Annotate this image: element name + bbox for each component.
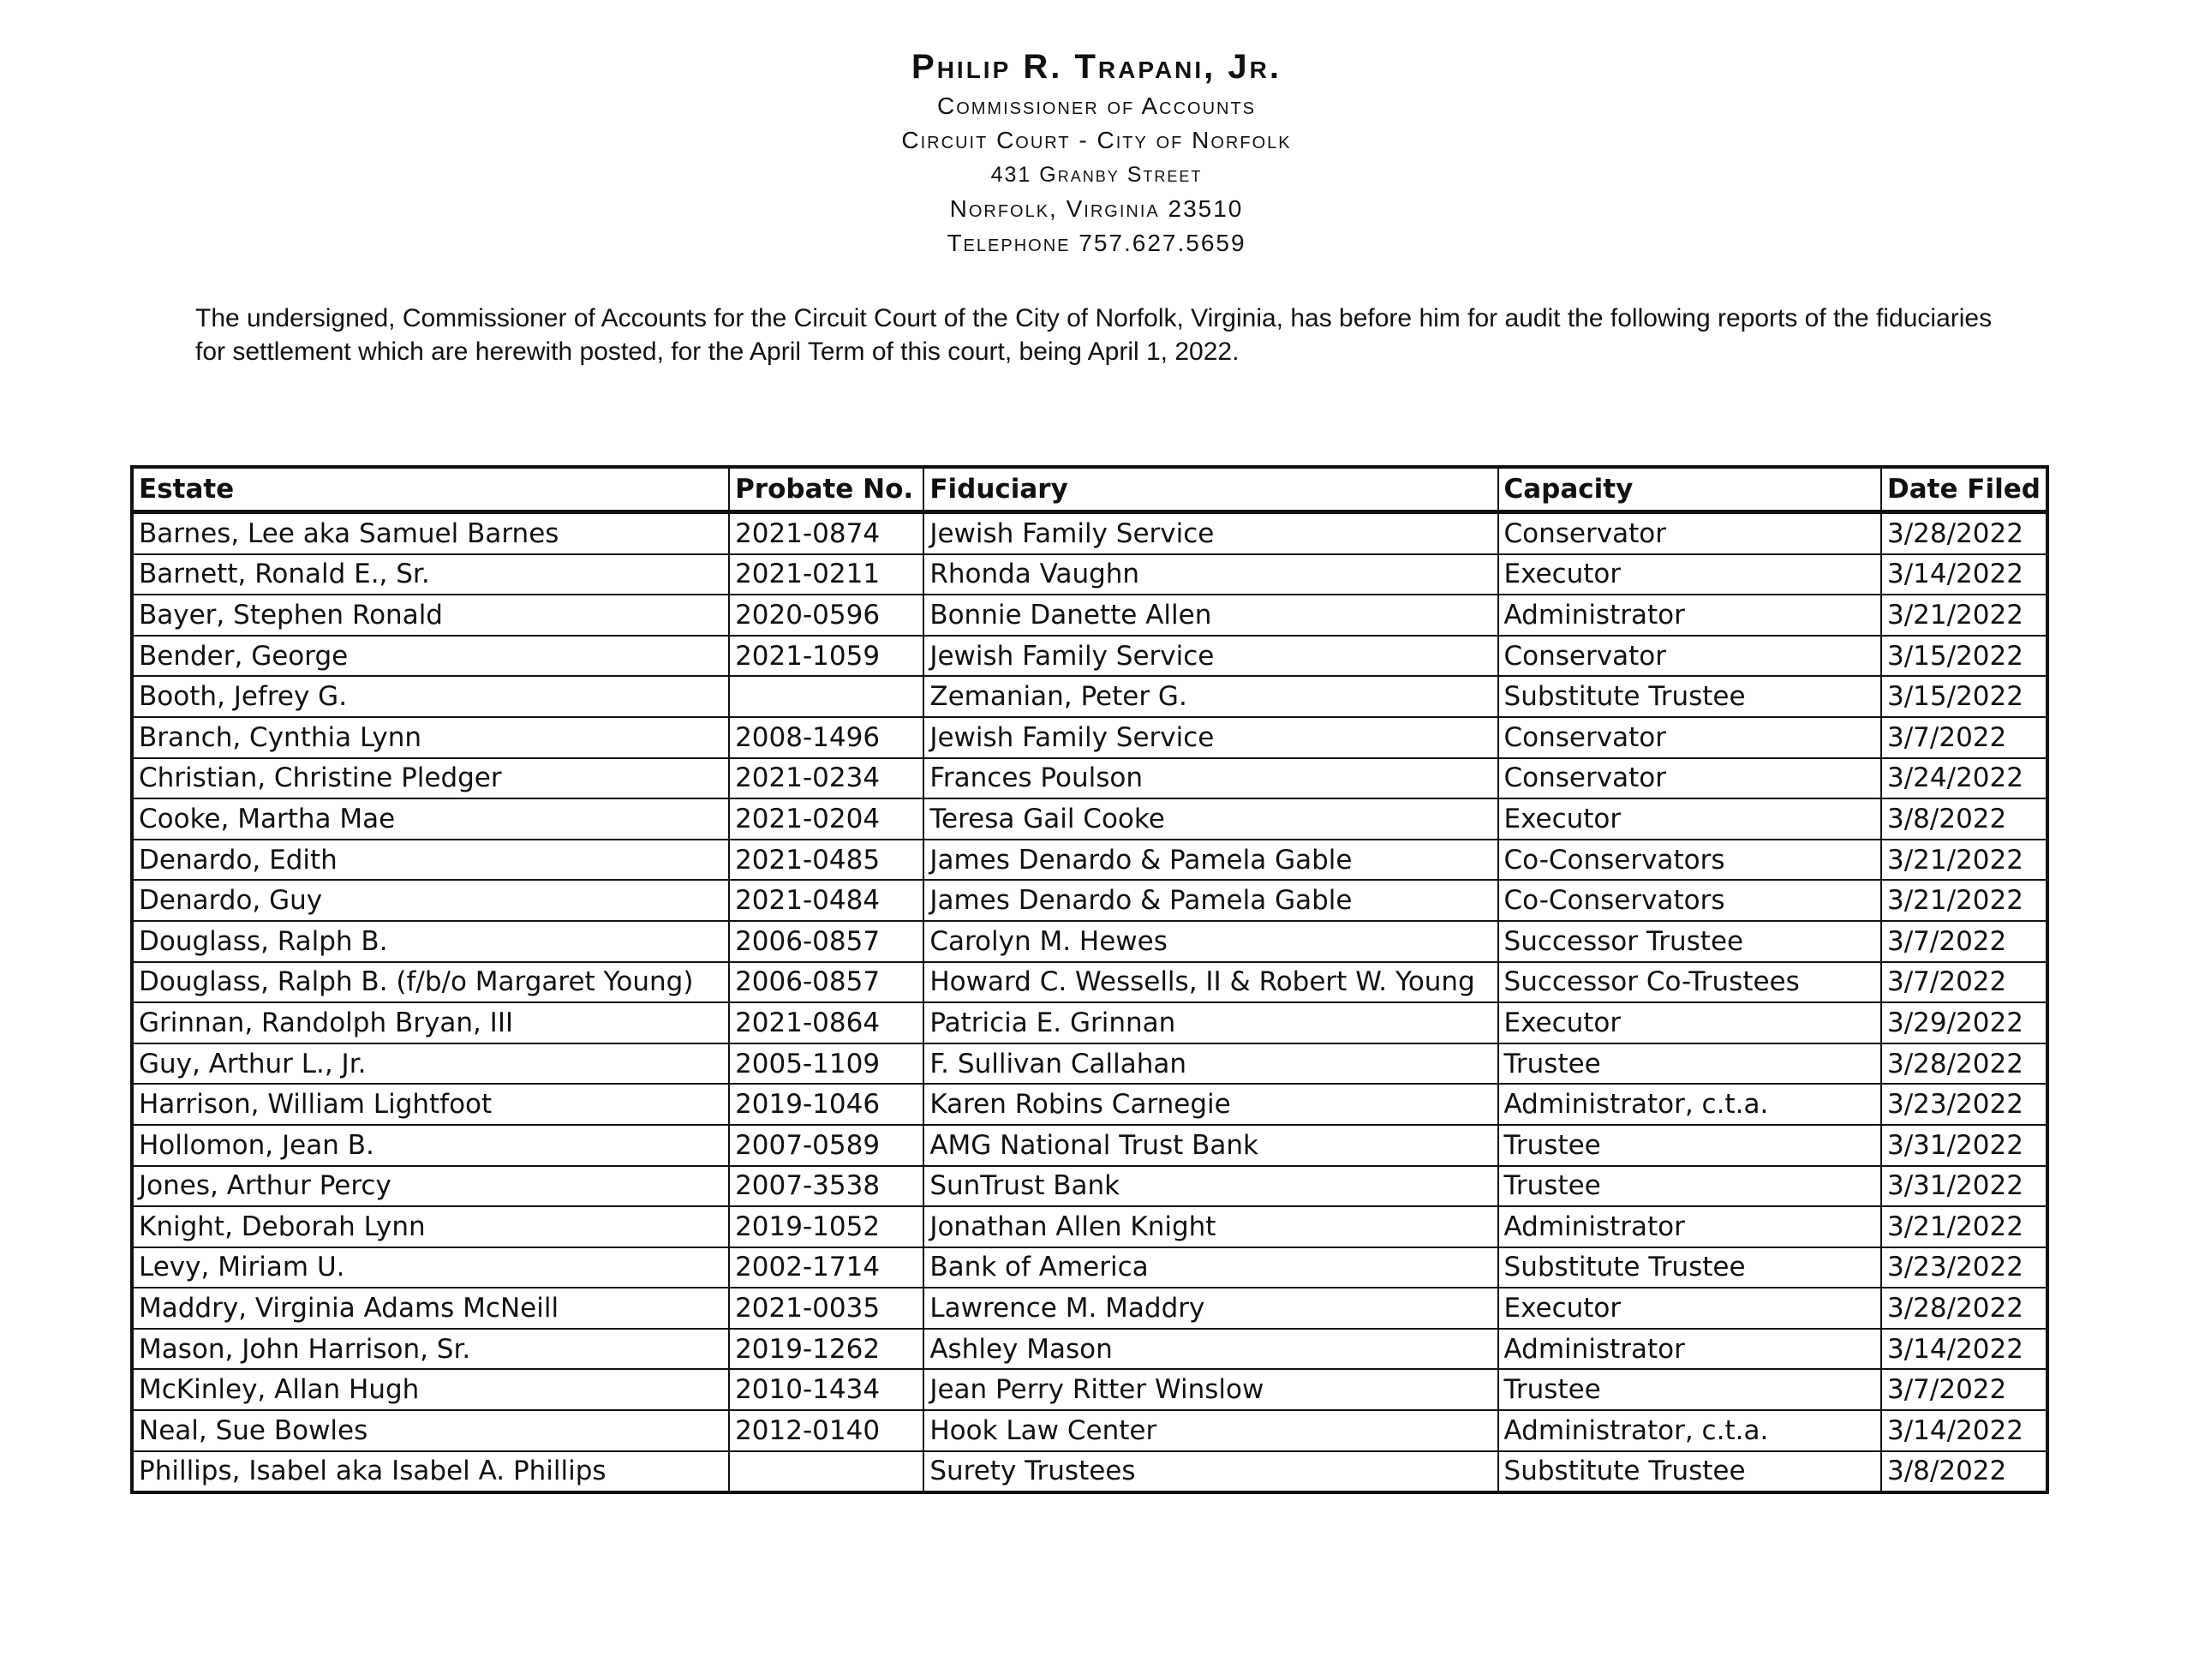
fiduciary-cell: Teresa Gail Cooke	[923, 798, 1497, 840]
probate-no-cell: 2021-0211	[729, 554, 923, 595]
probate-no-cell	[729, 1451, 923, 1493]
estate-cell: Denardo, Edith	[132, 840, 729, 881]
fiduciary-cell: Jonathan Allen Knight	[923, 1206, 1497, 1247]
commissioner-name: Philip R. Trapani, Jr.	[911, 48, 1282, 86]
table-row	[132, 554, 2047, 595]
date-filed-cell: 3/21/2022	[1881, 595, 2047, 636]
letterhead	[0, 45, 2193, 260]
estate-cell: Booth, Jefrey G.	[132, 676, 729, 717]
table-row	[132, 595, 2047, 636]
table-row	[132, 1369, 2047, 1410]
estate-cell: Knight, Deborah Lynn	[132, 1206, 729, 1247]
probate-no-cell: 2021-0485	[729, 840, 923, 881]
table-row	[132, 758, 2047, 799]
table-row	[132, 1410, 2047, 1451]
capacity-cell: Administrator, c.t.a.	[1498, 1084, 1882, 1125]
date-filed-cell: 3/8/2022	[1881, 798, 2047, 840]
table-row	[132, 1002, 2047, 1043]
estate-cell: Jones, Arthur Percy	[132, 1166, 729, 1207]
date-filed-cell: 3/8/2022	[1881, 1451, 2047, 1493]
fiduciary-cell: F. Sullivan Callahan	[923, 1043, 1497, 1085]
header-probate-no: Probate No.	[729, 467, 923, 512]
estate-cell: Guy, Arthur L., Jr.	[132, 1043, 729, 1085]
estate-cell: McKinley, Allan Hugh	[132, 1369, 729, 1410]
table-header-row	[132, 467, 2047, 512]
estate-cell: Douglass, Ralph B.	[132, 921, 729, 962]
capacity-cell: Conservator	[1498, 717, 1882, 758]
capacity-cell: Co-Conservators	[1498, 880, 1882, 921]
table-row	[132, 1043, 2047, 1085]
estate-cell: Bender, George	[132, 636, 729, 677]
date-filed-cell: 3/7/2022	[1881, 921, 2047, 962]
estate-cell: Douglass, Ralph B. (f/b/o Margaret Young)	[132, 962, 729, 1003]
probate-no-cell: 2021-0864	[729, 1002, 923, 1043]
probate-no-cell: 2021-0234	[729, 758, 923, 799]
table-row	[132, 962, 2047, 1003]
estate-cell: Maddry, Virginia Adams McNeill	[132, 1288, 729, 1329]
fiduciary-cell: Karen Robins Carnegie	[923, 1084, 1497, 1125]
fiduciary-cell: Ashley Mason	[923, 1329, 1497, 1370]
date-filed-cell: 3/14/2022	[1881, 1410, 2047, 1451]
estate-cell: Denardo, Guy	[132, 880, 729, 921]
table-body	[132, 512, 2047, 1493]
capacity-cell: Trustee	[1498, 1043, 1882, 1085]
probate-no-cell: 2019-1052	[729, 1206, 923, 1247]
date-filed-cell: 3/14/2022	[1881, 554, 2047, 595]
capacity-cell: Administrator	[1498, 595, 1882, 636]
table-row	[132, 1125, 2047, 1166]
fiduciary-cell: Lawrence M. Maddry	[923, 1288, 1497, 1329]
capacity-cell: Administrator	[1498, 1206, 1882, 1247]
capacity-cell: Trustee	[1498, 1166, 1882, 1207]
probate-no-cell: 2021-0874	[729, 512, 923, 554]
probate-no-cell: 2008-1496	[729, 717, 923, 758]
probate-no-cell: 2021-0484	[729, 880, 923, 921]
date-filed-cell: 3/29/2022	[1881, 1002, 2047, 1043]
table-row	[132, 512, 2047, 554]
table-row	[132, 840, 2047, 881]
probate-no-cell: 2020-0596	[729, 595, 923, 636]
probate-no-cell: 2007-0589	[729, 1125, 923, 1166]
table-row	[132, 1247, 2047, 1288]
probate-no-cell: 2010-1434	[729, 1369, 923, 1410]
date-filed-cell: 3/15/2022	[1881, 636, 2047, 677]
capacity-cell: Trustee	[1498, 1125, 1882, 1166]
date-filed-cell: 3/23/2022	[1881, 1247, 2047, 1288]
commissioner-title: Commissioner of Accounts	[936, 93, 1257, 119]
fiduciary-cell: Bank of America	[923, 1247, 1497, 1288]
probate-no-cell: 2021-0035	[729, 1288, 923, 1329]
fiduciary-cell: Frances Poulson	[923, 758, 1497, 799]
capacity-cell: Substitute Trustee	[1498, 1451, 1882, 1493]
fiduciary-cell: Howard C. Wessells, II & Robert W. Young	[923, 962, 1497, 1003]
date-filed-cell: 3/28/2022	[1881, 1288, 2047, 1329]
fiduciary-cell: Jewish Family Service	[923, 512, 1497, 554]
estate-cell: Mason, John Harrison, Sr.	[132, 1329, 729, 1370]
fiduciary-cell: Hook Law Center	[923, 1410, 1497, 1451]
table-row	[132, 676, 2047, 717]
estate-cell: Bayer, Stephen Ronald	[132, 595, 729, 636]
fiduciary-cell: Carolyn M. Hewes	[923, 921, 1497, 962]
capacity-cell: Co-Conservators	[1498, 840, 1882, 881]
capacity-cell: Successor Co-Trustees	[1498, 962, 1882, 1003]
table-row	[132, 1329, 2047, 1370]
capacity-cell: Administrator, c.t.a.	[1498, 1410, 1882, 1451]
table-row	[132, 880, 2047, 921]
street-address: 431 Granby Street	[990, 163, 1203, 187]
capacity-cell: Substitute Trustee	[1498, 1247, 1882, 1288]
capacity-cell: Executor	[1498, 554, 1882, 595]
capacity-cell: Successor Trustee	[1498, 921, 1882, 962]
probate-no-cell: 2019-1046	[729, 1084, 923, 1125]
fiduciary-cell: SunTrust Bank	[923, 1166, 1497, 1207]
probate-no-cell	[729, 676, 923, 717]
capacity-cell: Executor	[1498, 1002, 1882, 1043]
fiduciary-cell: Jewish Family Service	[923, 636, 1497, 677]
probate-no-cell: 2021-0204	[729, 798, 923, 840]
table-row	[132, 1288, 2047, 1329]
date-filed-cell: 3/28/2022	[1881, 1043, 2047, 1085]
date-filed-cell: 3/7/2022	[1881, 717, 2047, 758]
table-row	[132, 1084, 2047, 1125]
date-filed-cell: 3/21/2022	[1881, 840, 2047, 881]
date-filed-cell: 3/7/2022	[1881, 1369, 2047, 1410]
capacity-cell: Conservator	[1498, 758, 1882, 799]
date-filed-cell: 3/28/2022	[1881, 512, 2047, 554]
probate-no-cell: 2002-1714	[729, 1247, 923, 1288]
date-filed-cell: 3/21/2022	[1881, 880, 2047, 921]
estate-cell: Phillips, Isabel aka Isabel A. Phillips	[132, 1451, 729, 1493]
estate-cell: Hollomon, Jean B.	[132, 1125, 729, 1166]
fiduciary-table	[130, 465, 2049, 1494]
fiduciary-cell: Bonnie Danette Allen	[923, 595, 1497, 636]
estate-cell: Grinnan, Randolph Bryan, III	[132, 1002, 729, 1043]
table-row	[132, 717, 2047, 758]
fiduciary-cell: AMG National Trust Bank	[923, 1125, 1497, 1166]
date-filed-cell: 3/7/2022	[1881, 962, 2047, 1003]
probate-no-cell: 2012-0140	[729, 1410, 923, 1451]
intro-paragraph: The undersigned, Commissioner of Accounts for the Circuit Court of the City of Norfolk, Virginia, has before him for audit the following reports of the fiduciaries for settlement which are herewith posted, for the April Term of this court, being April 1, 2022.	[195, 304, 1993, 366]
estate-cell: Branch, Cynthia Lynn	[132, 717, 729, 758]
estate-cell: Christian, Christine Pledger	[132, 758, 729, 799]
court-name: Circuit Court - City of Norfolk	[901, 127, 1292, 153]
header-estate: Estate	[132, 467, 729, 512]
telephone: Telephone 757.627.5659	[947, 230, 1246, 256]
table-row	[132, 921, 2047, 962]
date-filed-cell: 3/23/2022	[1881, 1084, 2047, 1125]
capacity-cell: Conservator	[1498, 636, 1882, 677]
capacity-cell: Substitute Trustee	[1498, 676, 1882, 717]
fiduciary-cell: Patricia E. Grinnan	[923, 1002, 1497, 1043]
fiduciary-cell: Rhonda Vaughn	[923, 554, 1497, 595]
estate-cell: Harrison, William Lightfoot	[132, 1084, 729, 1125]
estate-cell: Cooke, Martha Mae	[132, 798, 729, 840]
date-filed-cell: 3/15/2022	[1881, 676, 2047, 717]
table-row	[132, 798, 2047, 840]
fiduciary-cell: Zemanian, Peter G.	[923, 676, 1497, 717]
date-filed-cell: 3/31/2022	[1881, 1166, 2047, 1207]
probate-no-cell: 2007-3538	[729, 1166, 923, 1207]
capacity-cell: Executor	[1498, 798, 1882, 840]
city-state-zip: Norfolk, Virginia 23510	[949, 195, 1244, 222]
probate-no-cell: 2005-1109	[729, 1043, 923, 1085]
estate-cell: Levy, Miriam U.	[132, 1247, 729, 1288]
fiduciary-cell: Jean Perry Ritter Winslow	[923, 1369, 1497, 1410]
capacity-cell: Executor	[1498, 1288, 1882, 1329]
header-capacity: Capacity	[1498, 467, 1882, 512]
capacity-cell: Conservator	[1498, 512, 1882, 554]
date-filed-cell: 3/24/2022	[1881, 758, 2047, 799]
fiduciary-cell: James Denardo & Pamela Gable	[923, 880, 1497, 921]
estate-cell: Barnett, Ronald E., Sr.	[132, 554, 729, 595]
capacity-cell: Administrator	[1498, 1329, 1882, 1370]
probate-no-cell: 2019-1262	[729, 1329, 923, 1370]
date-filed-cell: 3/31/2022	[1881, 1125, 2047, 1166]
table-row	[132, 1206, 2047, 1247]
probate-no-cell: 2006-0857	[729, 921, 923, 962]
table-row	[132, 1451, 2047, 1493]
estate-cell: Barnes, Lee aka Samuel Barnes	[132, 512, 729, 554]
fiduciary-cell: James Denardo & Pamela Gable	[923, 840, 1497, 881]
header-date-filed: Date Filed	[1881, 467, 2047, 512]
table-row	[132, 1166, 2047, 1207]
header-fiduciary: Fiduciary	[923, 467, 1497, 512]
capacity-cell: Trustee	[1498, 1369, 1882, 1410]
fiduciary-cell: Surety Trustees	[923, 1451, 1497, 1493]
estate-cell: Neal, Sue Bowles	[132, 1410, 729, 1451]
fiduciary-cell: Jewish Family Service	[923, 717, 1497, 758]
date-filed-cell: 3/14/2022	[1881, 1329, 2047, 1370]
probate-no-cell: 2006-0857	[729, 962, 923, 1003]
date-filed-cell: 3/21/2022	[1881, 1206, 2047, 1247]
table-row	[132, 636, 2047, 677]
probate-no-cell: 2021-1059	[729, 636, 923, 677]
